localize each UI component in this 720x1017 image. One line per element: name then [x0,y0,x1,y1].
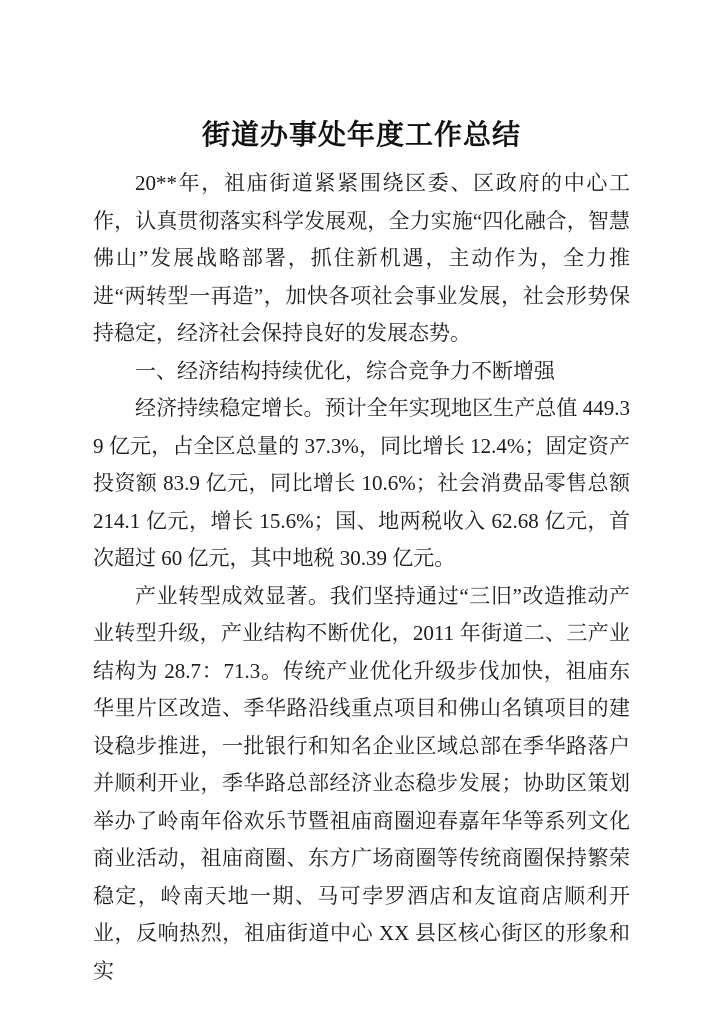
paragraph: 经济持续稳定增长。预计全年实现地区生产总值 449.39 亿元，占全区总量的 37.3%，同比增长 12.4%；固定资产投资额 83.9 亿元，同比增长 10.6%；社会消费品零售总额 214.1 亿元，增长 15.6%；国、地两税收入 62.68 亿元，首次超过 60 亿元，其中地税 30.39 亿元。 [93,396,630,570]
section-heading: 一、经济结构持续优化，综合竞争力不断增强 [135,358,555,383]
document-body [93,165,630,990]
document-title: 街道办事处年度工作总结 [201,120,521,151]
paragraph: 20**年，祖庙街道紧紧围绕区委、区政府的中心工作，认真贯彻落实科学发展观，全力实施“四化融合，智慧佛山”发展战略部署，抓住新机遇，主动作为，全力推进“两转型一再造”，加快各项社会事业发展，社会形势保持稳定，经济社会保持良好的发展态势。 [93,171,630,345]
paragraph: 产业转型成效显著。我们坚持通过“三旧”改造推动产业转型升级，产业结构不断优化，2011 年街道二、三产业结构为 28.7：71.3。传统产业优化升级步伐加快，祖庙东华里片区改造、季华路沿线重点项目和佛山名镇项目的建设稳步推进，一批银行和知名企业区域总部在季华路落户并顺利开业，季华路总部经济业态稳步发展；协助区策划举办了岭南年俗欢乐节暨祖庙商圈迎春嘉年华等系列文化商业活动，祖庙商圈、东方广场商圈等传统商圈保持繁荣稳定，岭南天地一期、马可孛罗酒店和友谊商店顺利开业，反响热烈，祖庙街道中心 XX 县区核心街区的形象和实 [93,583,630,983]
